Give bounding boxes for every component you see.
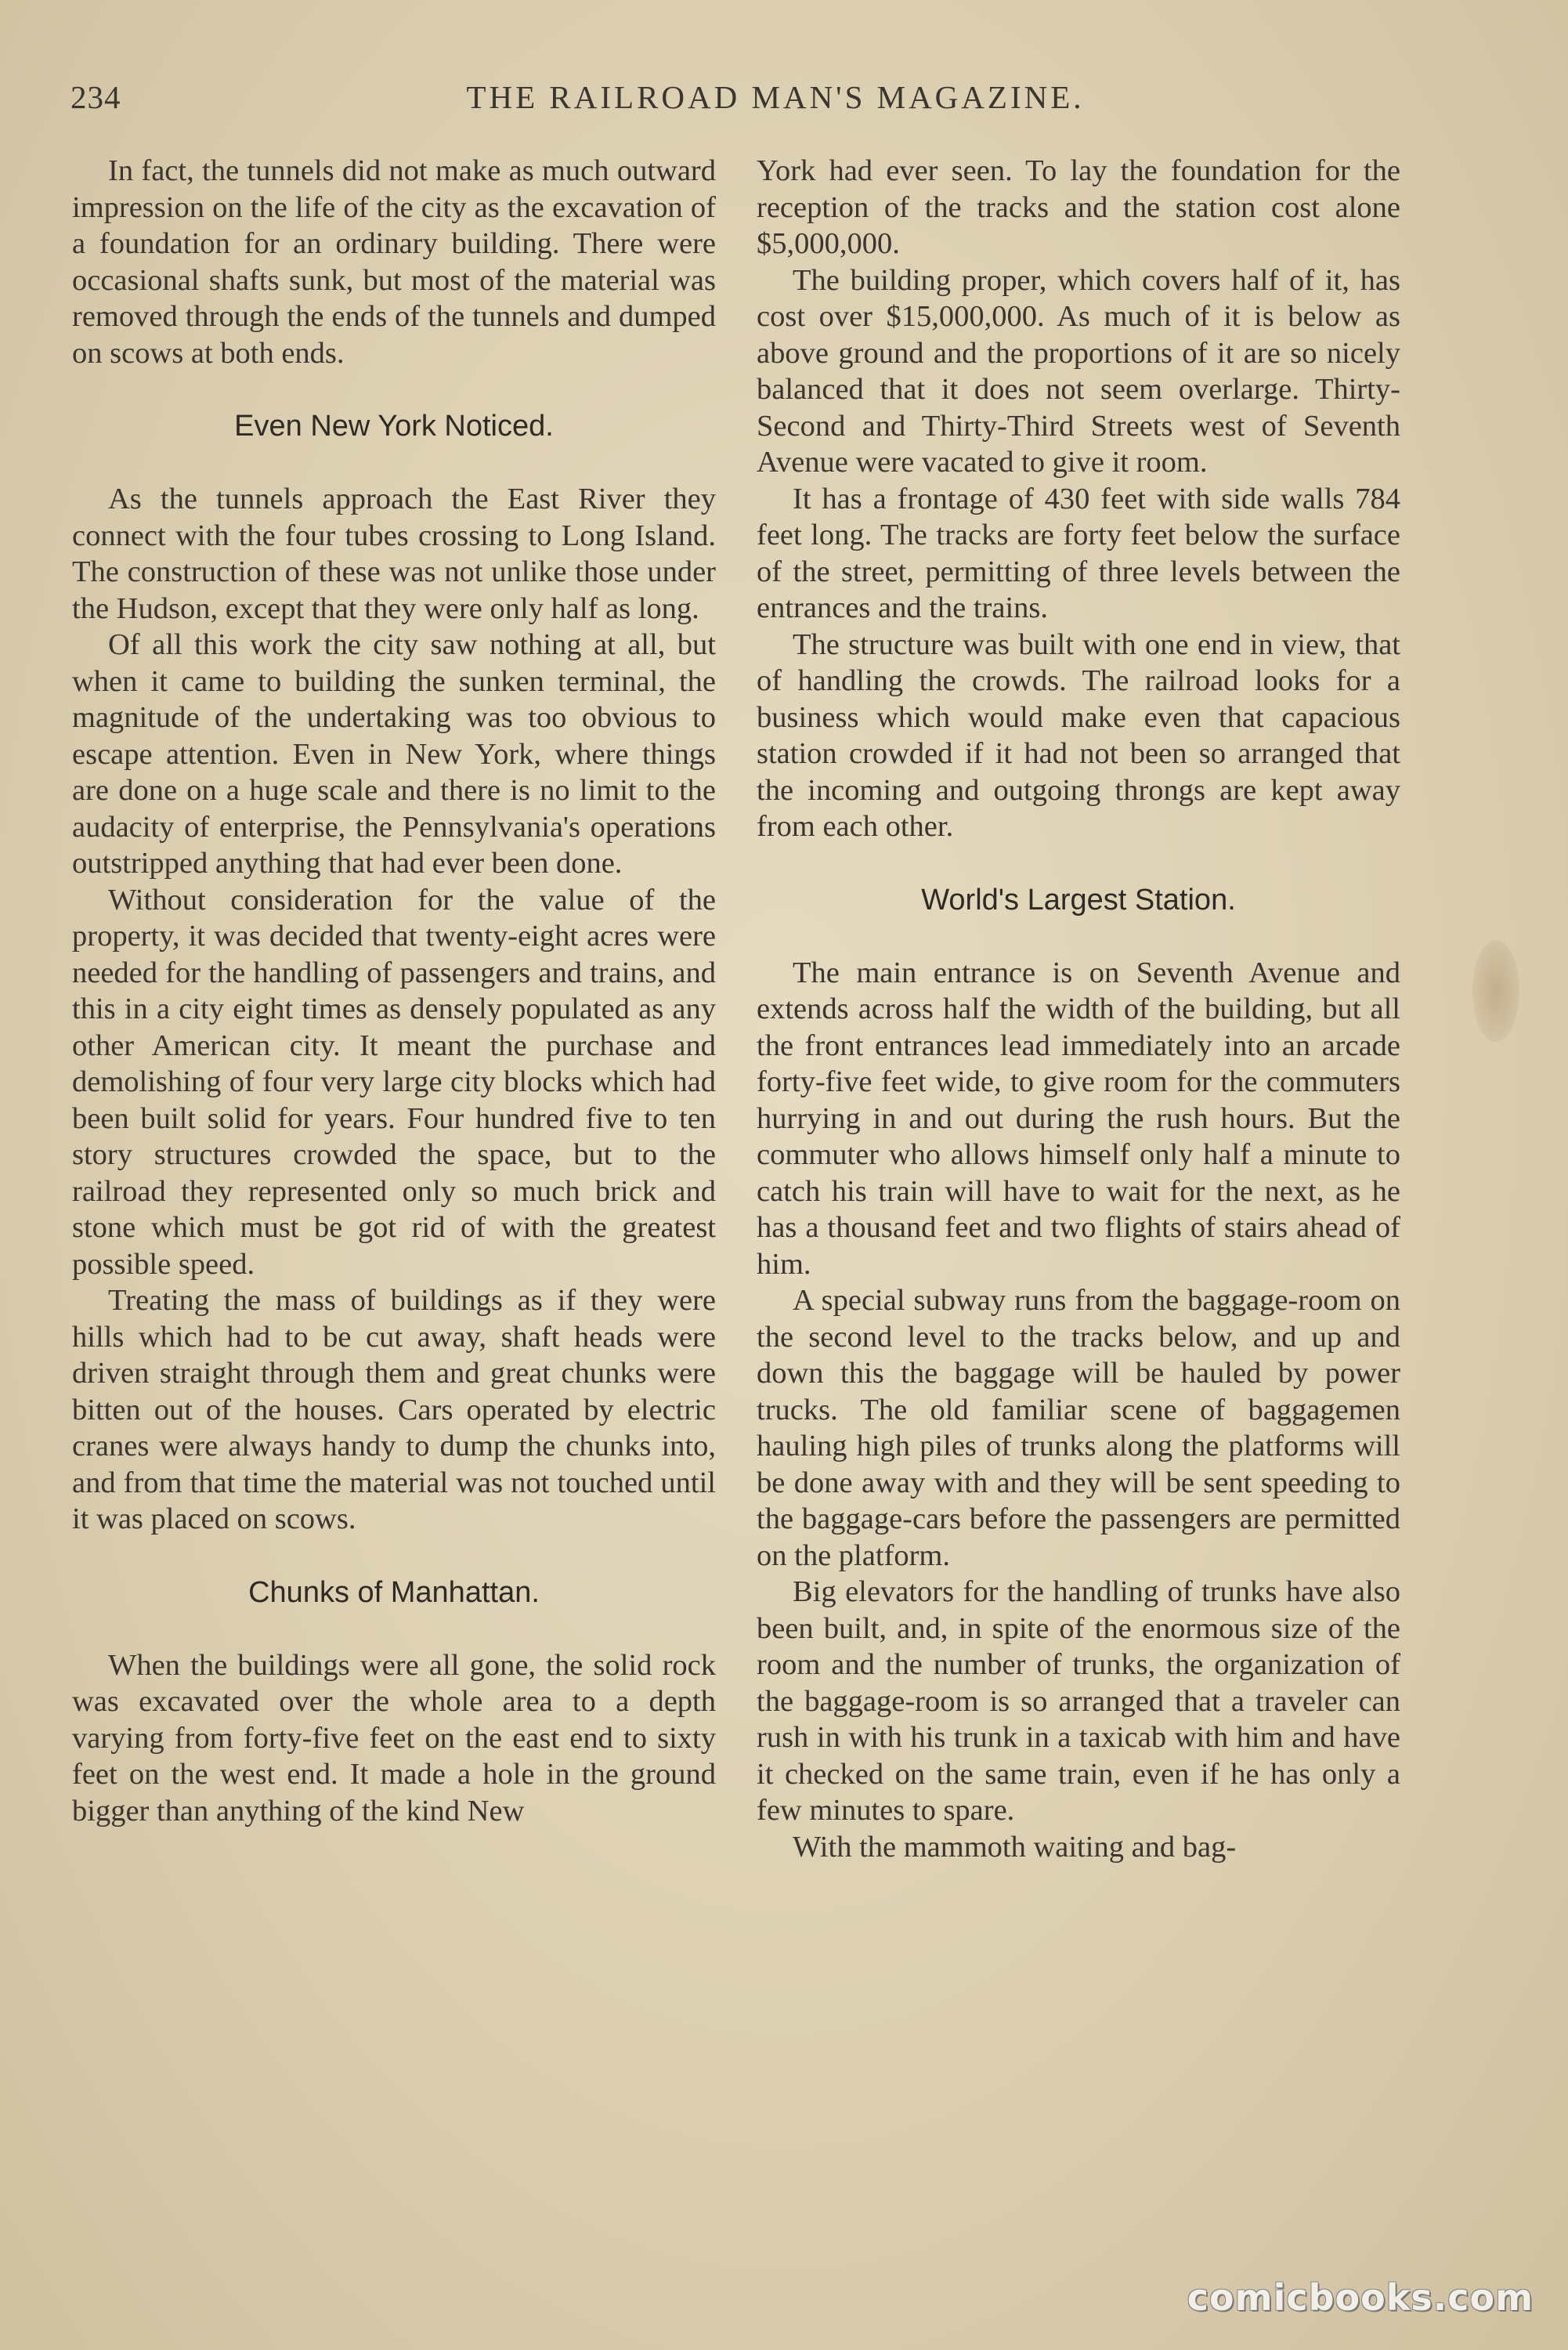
paragraph: In fact, the tunnels did not make as much outward impression on the life of the city as the excavation of a foundation for an ordinary building. There were occasional shafts sunk, but most of the material was removed through the ends of the tunnels and dumped on scows at both ends. xyxy=(72,154,716,370)
paragraph: Without consideration for the value of the property, it was decided that twenty-eight acres were needed for the handling of passengers and trains, and this in a city eight times as densely populated as any other American city. It meant the purchase and demolishing of four very large city blocks which had been built solid for years. Four hundred five to ten story structures crowded the space, but to the railroad they represented only so much brick and stone which must be got rid of with the greatest possible speed. xyxy=(72,883,716,1281)
left-column xyxy=(72,153,716,1829)
page-number: 234 xyxy=(70,79,121,115)
paragraph: When the buildings were all gone, the solid rock was excavated over the whole area to a depth varying from forty-five feet on the east end to sixty feet on the west end. It made a hole in the ground bigger than anything of the kind New xyxy=(72,1648,716,1828)
paragraph: The building proper, which covers half of it, has cost over $15,000,000. As much of it is below as above ground and the proportions of it are so nicely balanced that it does not seem overlarge. Thirty-Second and Thirty-Third Streets west of Seventh Avenue were vacated to give it room. xyxy=(757,263,1400,479)
paragraph: Treating the mass of buildings as if they were hills which had to be cut away, shaft heads were driven straight through them and great chunks were bitten out of the houses. Cars operated by electric cranes were always handy to dump the chunks into, and from that time the material was not touched until it was placed on scows. xyxy=(72,1284,716,1535)
paper-stain xyxy=(1472,940,1519,1042)
paragraph: The main entrance is on Seventh Avenue and extends across half the width of the building, but all the front entrances lead immediately into an arcade forty-five feet wide, to give room for the commuters hurrying in and out during the rush hours. But the commuter who allows himself only half a minute to catch his train will have to wait for the next, as he has a thousand feet and two flights of stairs ahead of him. xyxy=(757,956,1400,1281)
section-heading: World's Largest Station. xyxy=(921,883,1236,916)
section-heading: Even New York Noticed. xyxy=(234,410,554,443)
paragraph: A special subway runs from the baggage-room on the second level to the tracks below, and up and down this the baggage will be hauled by power trucks. The old familiar scene of baggagemen hauling high piles of trunks along the platforms will be done away with and they will be sent speeding to the baggage-cars before the passengers are permitted on the platform. xyxy=(757,1284,1400,1572)
page-header xyxy=(70,78,1480,125)
paragraph: With the mammoth waiting and bag- xyxy=(793,1830,1237,1864)
paragraph: It has a frontage of 430 feet with side walls 784 feet long. The tracks are forty feet below the surface of the street, permitting of three levels between the entrances and the trains. xyxy=(757,482,1400,624)
running-head: THE RAILROAD MAN'S MAGAZINE. xyxy=(466,79,1085,115)
right-column xyxy=(757,153,1400,1865)
watermark: comicbooks.com xyxy=(1187,2276,1534,2319)
paragraph: The structure was built with one end in view, that of handling the crowds. The railroad looks for a business which would make even that capacious station crowded if it had not been so arranged that the incoming and outgoing throngs are kept away from each other. xyxy=(757,627,1400,843)
section-heading: Chunks of Manhattan. xyxy=(248,1575,540,1609)
paragraph: Of all this work the city saw nothing at all, but when it came to building the sunken terminal, the magnitude of the undertaking was too obvious to escape attention. Even in New York, where things are done on a huge scale and there is no limit to the audacity of enterprise, the Pennsylvania's operations outstripped anything that had ever been done. xyxy=(72,628,716,880)
paragraph: As the tunnels approach the East River they connect with the four tubes crossing to Long Island. The construction of these was not unlike those under the Hudson, except that they were only half as long. xyxy=(72,483,716,625)
paragraph: Big elevators for the handling of trunks have also been built, and, in spite of the enormous size of the room and the number of trunks, the organization of the baggage-room is so arranged that a traveler can rush in with his trunk in a taxicab with him and have it checked on the same train, even if he has only a few minutes to spare. xyxy=(757,1575,1400,1827)
paragraph: York had ever seen. To lay the foundation for the reception of the tracks and the station cost alone $5,000,000. xyxy=(757,154,1400,260)
